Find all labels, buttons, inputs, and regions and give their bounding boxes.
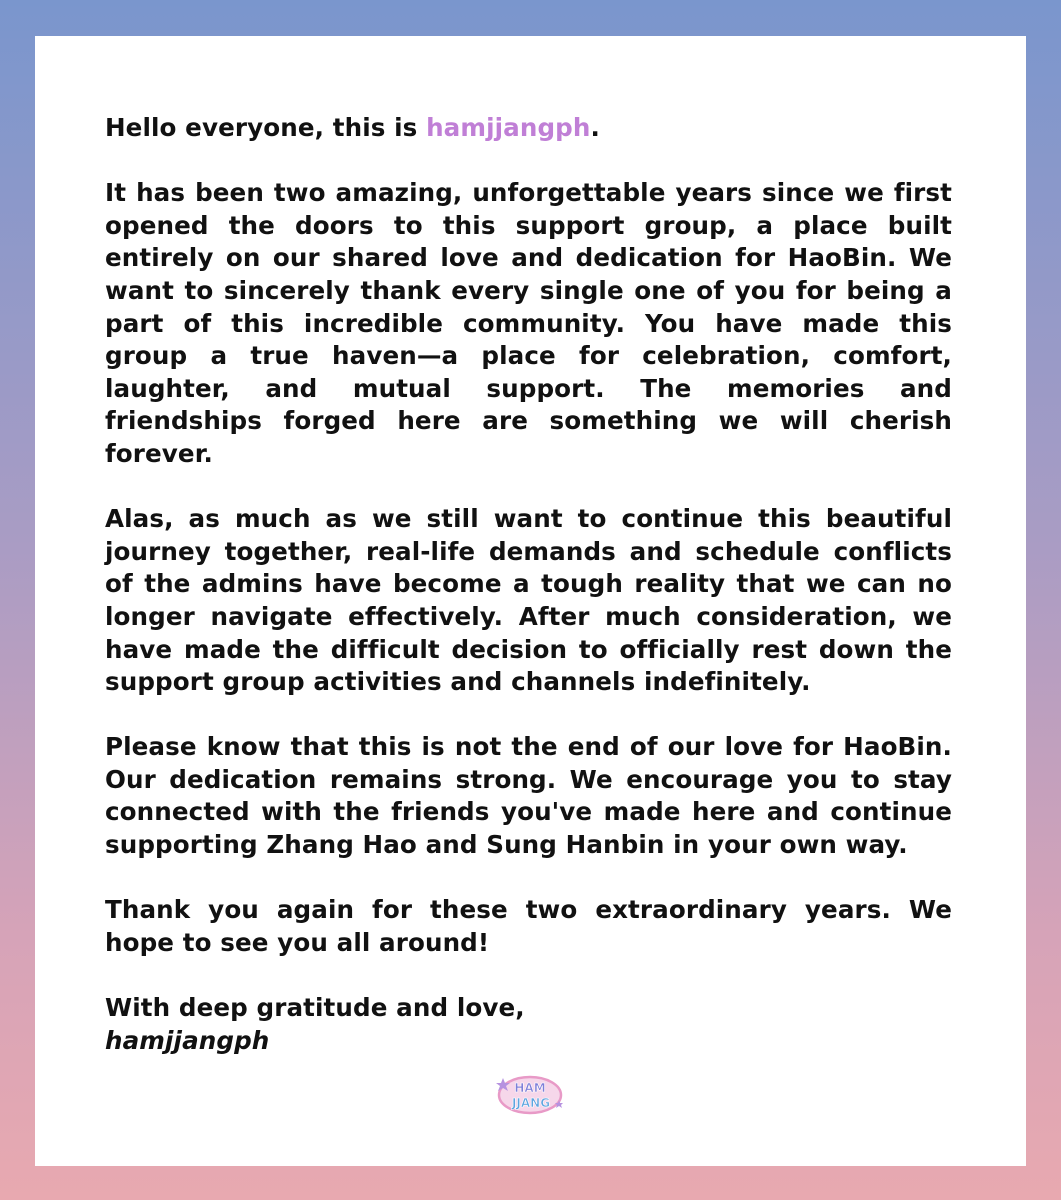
closing-line: With deep gratitude and love, <box>105 993 525 1023</box>
signature: hamjjangph <box>105 1025 270 1055</box>
paragraph-announcement: Alas, as much as we still want to continue this beautiful journey together, real-life demands and schedule conflicts of the admins have become a tough reality that we can no longer navigate effectively. After much consideration, we have made the difficult decision to officially rest down the support group activities and channels indefinitely. <box>105 504 952 697</box>
logo-text-bottom: JJANG <box>511 1096 551 1110</box>
greeting-line <box>105 112 952 145</box>
greeting-prefix: Hello everyone, this is <box>105 113 427 142</box>
paragraph-anniversary: It has been two amazing, unforgettable years since we first opened the doors to this support group, a place built entirely on our shared love and dedication for HaoBin. We want to sincerely thank every single one of you for being a part of this incredible community. You have made this group a true haven—a place for celebration, comfort, laughter, and mutual support. The memories and friendships forged here are something we will cherish forever. <box>105 178 952 468</box>
greeting-suffix: . <box>590 113 600 142</box>
letter-body <box>105 112 952 1057</box>
hamjjang-logo <box>494 1072 566 1118</box>
logo-text-top: HAM <box>514 1081 546 1095</box>
greeting-brand-name: hamjjangph <box>426 113 591 142</box>
paragraph-encouragement: Please know that this is not the end of our love for HaoBin. Our dedication remains strong. We encourage you to stay connected with the friends you've made here and continue supporting Zhang Hao and Sung Hanbin in your own way. <box>105 732 952 860</box>
letter-card <box>35 36 1026 1166</box>
paragraph-thanks: Thank you again for these two extraordinary years. We hope to see you all around! <box>105 895 952 957</box>
